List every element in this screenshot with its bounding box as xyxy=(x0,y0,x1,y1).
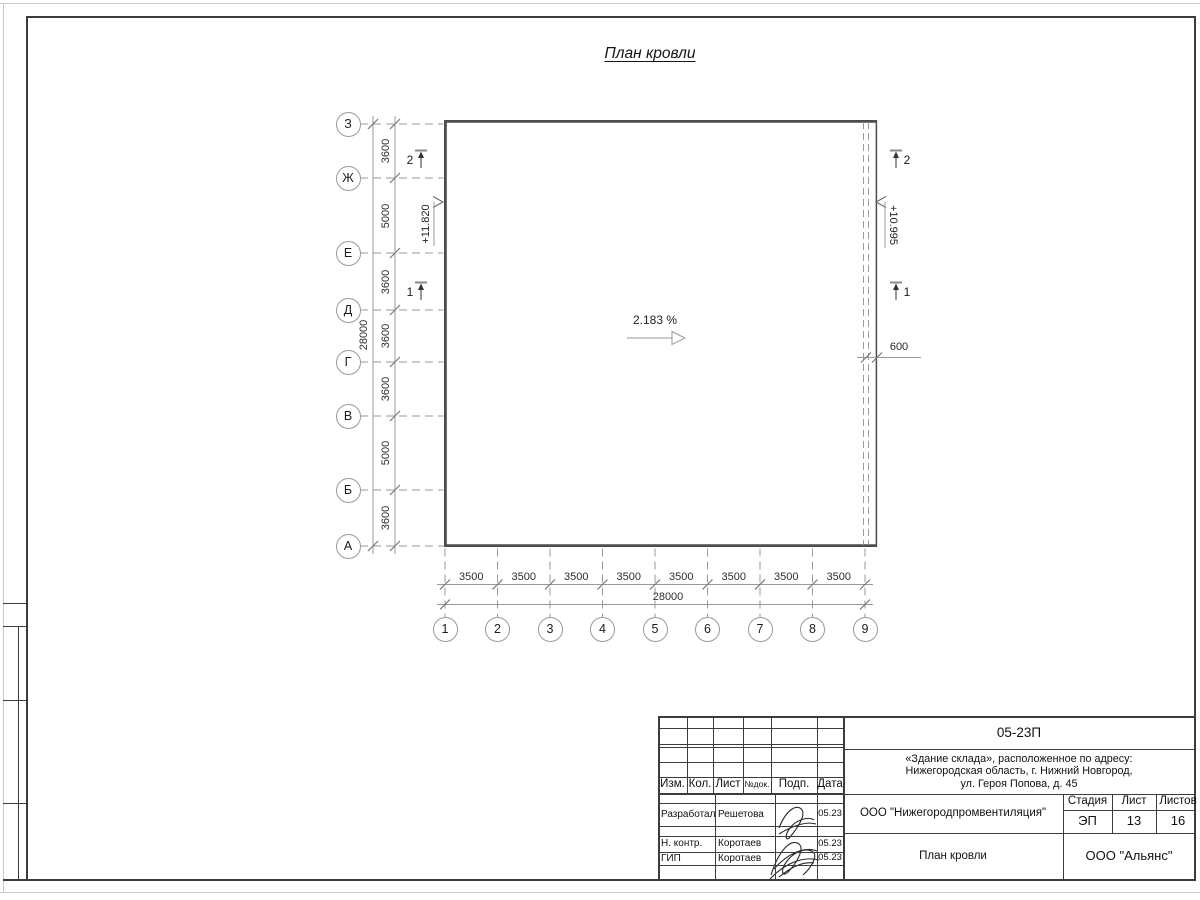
row-dim-label: 5000 xyxy=(380,203,392,228)
titleblock-line xyxy=(658,747,843,748)
elevation-marks xyxy=(433,197,886,249)
row-axis-bubble: Ж xyxy=(336,166,361,191)
row-dim-label: 3600 xyxy=(380,269,392,294)
staff-role: Разработал xyxy=(661,808,716,820)
section-marks xyxy=(415,151,902,301)
header-col-list: Лист xyxy=(715,778,741,791)
col-dim-label: 3500 xyxy=(774,571,799,583)
staff-role: Н. контр. xyxy=(661,838,703,850)
staff-name: Коротаев xyxy=(718,838,762,850)
roof-outline xyxy=(445,120,877,547)
col-dim-label: 3500 xyxy=(564,571,589,583)
staff-date: 05.23 xyxy=(818,808,842,820)
col-axis-bubble: 2 xyxy=(485,617,510,642)
section-mark-label: 1 xyxy=(903,285,911,299)
row-axis-bubble: А xyxy=(336,534,361,559)
stage-value: ЭП xyxy=(1078,813,1097,829)
overhang-dim-label: 600 xyxy=(889,341,909,353)
row-axis-bubble: З xyxy=(336,112,361,137)
header-col-podp: Подп. xyxy=(778,778,810,791)
slope-arrow xyxy=(627,332,685,345)
header-col-kol: Кол. xyxy=(688,778,712,791)
col-dim-label: 3500 xyxy=(826,571,851,583)
col-axis-bubble: 3 xyxy=(538,617,563,642)
stage-label: Стадия xyxy=(1067,795,1108,808)
row-axis-bubble: Д xyxy=(336,298,361,323)
staff-name: Коротаев xyxy=(718,852,762,864)
elevation-left-label: +11.820 xyxy=(420,204,432,244)
row-dim-label: 5000 xyxy=(380,440,392,466)
project-address-line: Нижегородская область, г. Нижний Новгород, xyxy=(905,765,1133,778)
titleblock-line xyxy=(658,744,843,745)
page-title: План кровли xyxy=(604,45,696,62)
titleblock-line xyxy=(658,762,843,763)
row-axis-bubble: В xyxy=(336,404,361,429)
sheets-total: 16 xyxy=(1170,813,1186,829)
col-axis-bubble: 5 xyxy=(643,617,668,642)
titleblock-drawing-name: План кровли xyxy=(919,849,987,862)
row-axis-bubble: Е xyxy=(336,241,361,266)
col-axis-bubble: 1 xyxy=(433,617,458,642)
titleblock-line xyxy=(775,794,776,880)
titleblock-customer: ООО "Альянс" xyxy=(1085,848,1173,864)
row-axis-bubble: Г xyxy=(336,350,361,375)
staff-date: 05.23 xyxy=(818,837,842,849)
header-col-izm: Изм. xyxy=(660,778,685,791)
col-dim-label: 3500 xyxy=(459,571,484,583)
titleblock-line xyxy=(658,826,843,827)
staff-role: ГИП xyxy=(661,852,681,864)
dimension-lines xyxy=(373,116,921,605)
row-dim-label: 3600 xyxy=(380,505,392,531)
section-mark-label: 1 xyxy=(406,285,414,299)
titleblock-contractor: ООО "Нижегородпромвентиляция" xyxy=(859,806,1047,819)
col-dim-label: 3500 xyxy=(669,571,694,583)
col-axis-bubble: 6 xyxy=(695,617,720,642)
row-axis-bubble: Б xyxy=(336,478,361,503)
section-mark-label: 2 xyxy=(903,153,911,167)
project-address-line: «Здание склада», расположенное по адресу: xyxy=(905,752,1133,765)
signature-scribble xyxy=(770,807,819,879)
sheets-label: Листов xyxy=(1159,795,1197,808)
sheet-number: 13 xyxy=(1126,813,1142,829)
parapet-hidden-line xyxy=(864,122,869,545)
col-axis-bubble: 9 xyxy=(853,617,878,642)
sheet-label: Лист xyxy=(1121,795,1147,808)
titleblock-project xyxy=(843,749,1195,794)
row-dim-label: 3600 xyxy=(380,323,392,349)
section-mark-label: 2 xyxy=(406,153,414,167)
col-dim-label: 3500 xyxy=(511,571,536,583)
col-dim-label: 3500 xyxy=(616,571,641,583)
row-dim-label: 3600 xyxy=(380,138,392,164)
project-address-line: ул. Героя Попова, д. 45 xyxy=(960,777,1078,790)
header-col-ndok: №док. xyxy=(744,779,770,790)
col-axis-bubble: 8 xyxy=(800,617,825,642)
col-dim-label: 3500 xyxy=(721,571,746,583)
col-total-dim-label: 28000 xyxy=(652,591,684,603)
titleblock-line xyxy=(658,728,843,729)
col-axis-bubble: 4 xyxy=(590,617,615,642)
row-dim-label: 3600 xyxy=(380,376,392,402)
titleblock-line xyxy=(658,793,843,795)
titleblock-line xyxy=(658,865,843,866)
col-axis-bubble: 7 xyxy=(748,617,773,642)
elevation-right-label: +10.995 xyxy=(887,204,899,246)
staff-date: 05.23 xyxy=(818,852,842,864)
slope-label: 2.183 % xyxy=(632,313,678,327)
titleblock-doc-number: 05-23П xyxy=(996,724,1042,740)
staff-name: Решетова xyxy=(718,808,764,820)
header-col-data: Дата xyxy=(817,778,843,791)
row-total-dim-label: 28000 xyxy=(358,319,370,351)
